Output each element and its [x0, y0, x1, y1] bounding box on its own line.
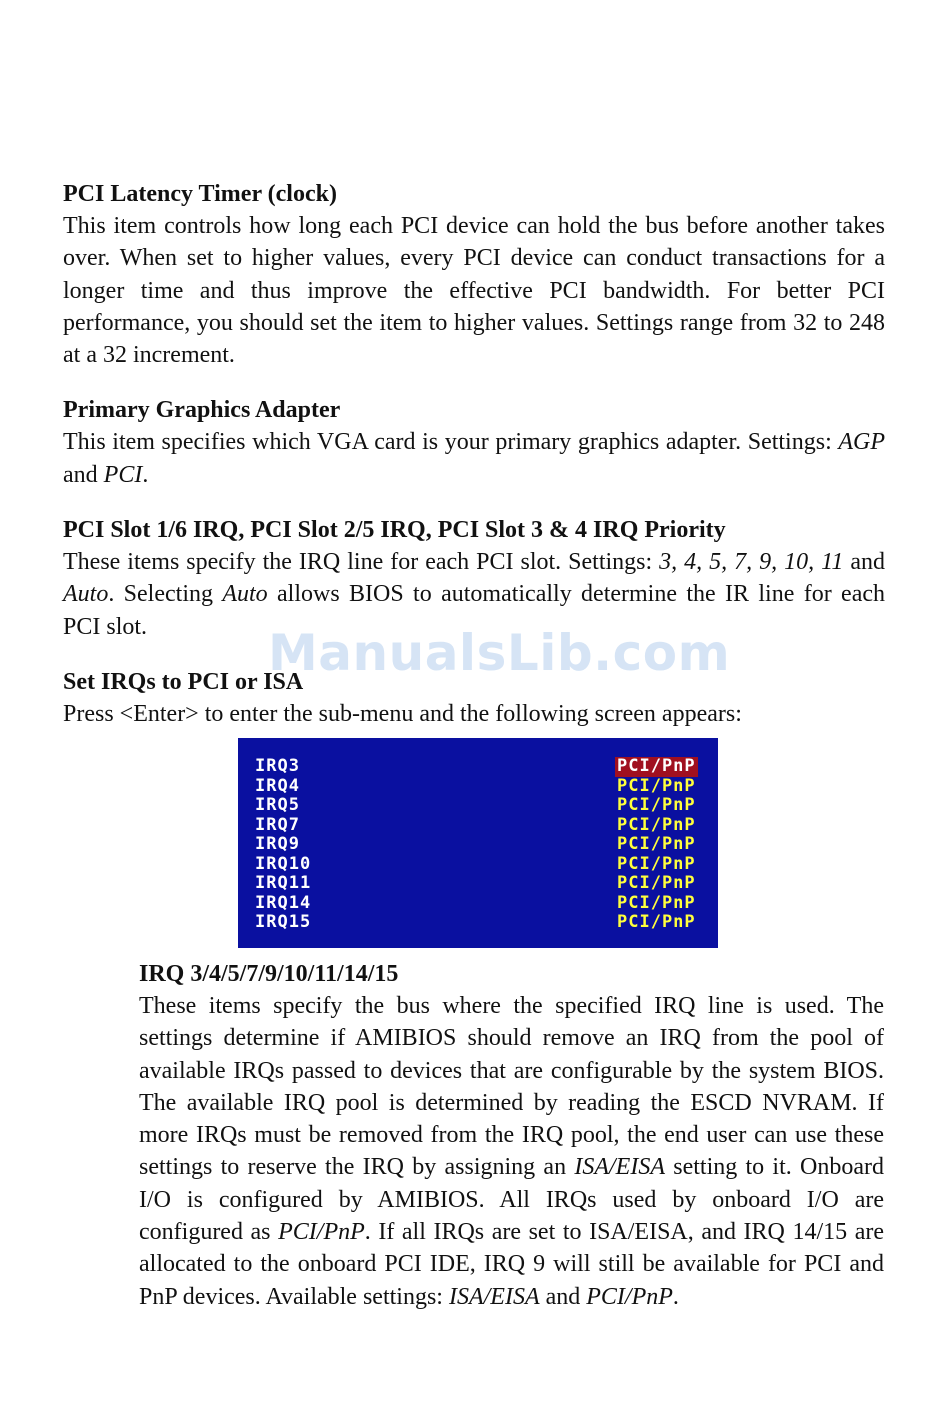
text-run: These items specify the bus where the specified IRQ line is used. The settings determine if AMIBIOS should remove an IRQ from the pool of available IRQs passed to devices that are configurable by the system BIOS. The available IRQ pool is determined by reading the ESCD NVRAM. If more IRQs must be removed from the IRQ pool, the end user can use these settings to reserve the IRQ by assigning an — [139, 993, 884, 1181]
irq-value-selected[interactable]: PCI/PnP — [617, 756, 696, 776]
text-run: and — [539, 1283, 587, 1310]
bios-row-irq11[interactable] — [238, 874, 718, 894]
text-run: . Selecting — [108, 581, 223, 608]
irq-label: IRQ9 — [255, 834, 300, 854]
italic-setting-text: 3, 4, 5, 7, 9, 10, 11 — [659, 549, 844, 576]
irq-subsection — [139, 958, 884, 1313]
bios-row-irq7[interactable] — [238, 816, 718, 836]
italic-setting-text: PCI/PnP — [586, 1283, 673, 1310]
italic-setting-text: ISA/EISA — [574, 1154, 665, 1181]
irq-label: IRQ5 — [255, 795, 300, 815]
text-run: . — [142, 461, 149, 488]
section-title-set-irqs-to-pci-or-isa: Set IRQs to PCI or ISA — [63, 668, 304, 695]
section-gap — [63, 371, 885, 394]
irq-label: IRQ3 — [255, 756, 300, 776]
irq-label: IRQ7 — [255, 814, 300, 835]
section-title-pci-latency-timer-clock: PCI Latency Timer (clock) — [63, 181, 337, 207]
bios-row-irq5[interactable] — [238, 796, 718, 816]
bios-row-irq14[interactable] — [238, 894, 718, 914]
irq-label: IRQ10 — [255, 853, 312, 874]
irq-label: IRQ11 — [255, 873, 312, 893]
text-run: and — [63, 461, 104, 488]
italic-setting-text: Auto — [222, 581, 268, 608]
main-content — [63, 178, 885, 730]
paragraph — [63, 546, 885, 643]
text-run: setting to it. Onboard I/O is configured by AMIBIOS. All IRQs used by onboard I/O are configured as — [139, 1154, 884, 1246]
irq-value[interactable]: PCI/PnP — [617, 795, 696, 815]
text-run: This item controls how long each PCI device can hold the bus before another takes over. When set to higher values, every PCI device can conduct transactions for a longer time and thus improve the effective PCI bandwidth. For better PCI performance, you should set the item to higher values. Settings range from 32 to 248 at a 32 increment. — [63, 213, 885, 369]
paragraph — [63, 698, 885, 730]
bios-row-irq4[interactable] — [238, 777, 718, 797]
italic-setting-text: Auto — [63, 581, 109, 608]
section-title-pci-slot-1-6-irq-pci-slot-2-5-irq-pci-slot-3-4-irq-priority: PCI Slot 1/6 IRQ, PCI Slot 2/5 IRQ, PCI Slot 3 & 4 IRQ Priority — [63, 517, 726, 544]
section-gap — [63, 643, 885, 666]
irq-value[interactable]: PCI/PnP — [617, 873, 696, 893]
text-run: and — [843, 549, 885, 576]
irq-value[interactable]: PCI/PnP — [617, 814, 696, 835]
section-title-primary-graphics-adapter: Primary Graphics Adapter — [63, 397, 341, 424]
subsection-title: IRQ 3/4/5/7/9/10/11/14/15 — [139, 961, 399, 987]
text-run: . If all IRQs are set to ISA/EISA, and IRQ 14/15 are allocated to the onboard PCI IDE, IRQ 9 will still be available for PCI and PnP devices. Available settings: — [139, 1219, 885, 1310]
bios-row-irq15[interactable] — [238, 913, 718, 933]
irq-label: IRQ4 — [255, 775, 300, 796]
italic-setting-text: ISA/EISA — [448, 1283, 540, 1310]
paragraph — [139, 990, 884, 1313]
paragraph — [63, 210, 885, 371]
text-run: allows BIOS to automatically determine the IR line for each PCI slot. — [63, 581, 886, 640]
bios-row-irq10[interactable] — [238, 855, 718, 875]
bios-irq-screen — [238, 738, 718, 948]
text-run: This item specifies which VGA card is your primary graphics adapter. Settings: — [63, 429, 839, 456]
italic-setting-text: AGP — [838, 429, 885, 456]
irq-value[interactable]: PCI/PnP — [617, 775, 696, 796]
italic-setting-text: PCI/PnP — [278, 1219, 365, 1246]
bios-row-irq3[interactable] — [238, 757, 718, 777]
irq-value[interactable]: PCI/PnP — [617, 834, 696, 854]
text-run: These items specify the IRQ line for each PCI slot. Settings: — [63, 549, 660, 576]
irq-value[interactable]: PCI/PnP — [617, 892, 696, 913]
section-gap — [63, 491, 885, 514]
italic-setting-text: PCI — [103, 461, 143, 488]
irq-value[interactable]: PCI/PnP — [617, 912, 696, 932]
paragraph — [63, 426, 885, 491]
irq-value[interactable]: PCI/PnP — [617, 853, 696, 874]
bios-row-irq9[interactable] — [238, 835, 718, 855]
irq-label: IRQ15 — [255, 912, 312, 932]
text-run: . — [672, 1283, 679, 1310]
irq-label: IRQ14 — [255, 892, 312, 913]
watermark: ManualsLib.com — [268, 624, 731, 682]
text-run: Press <Enter> to enter the sub-menu and the following screen appears: — [63, 700, 742, 727]
